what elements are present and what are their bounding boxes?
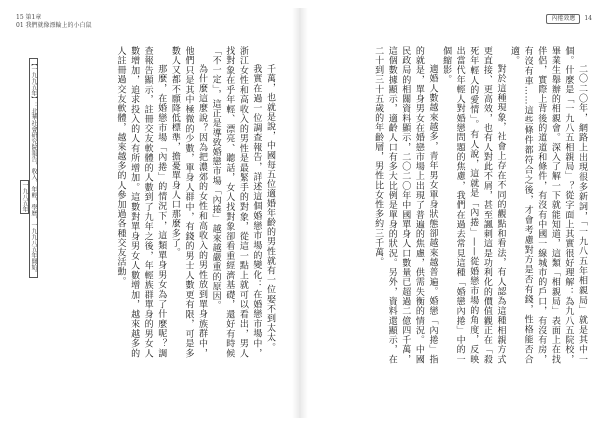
left-paragraph-1: 千萬，也就是說，中國每五位適婚年齡的男性就有一位娶不到太太。 bbox=[265, 64, 275, 352]
right-paragraph-1: 二〇二〇年，網路上出現很多新詞，「一九八五年相親局」就是其中一個。什麼是「一九八五相親局」？從字面上其實很好理解：為九八五院校，畢業生舉辦的相親會。深入了解一下就能知道，這類「相親局」表面上在找伴侶，實際上背後的道道和條件，有沒有中國一線城市的戶口，有沒有房，有沒有車……這些條件都符合之後，才會考慮對方是否有錢，性格能否合適。 bbox=[509, 46, 587, 364]
left-footnotes bbox=[20, 58, 38, 358]
page-number: 14 bbox=[584, 15, 592, 22]
right-body-text bbox=[371, 46, 589, 364]
right-paragraph-3: 適婚人數越來越多，青年男女單身狀態卻越來越普遍。婚戀「內捲」指的就是，單身男女在婚戀市場上出現了普遍的焦慮，供需失衡的情況。中國民政局的相關資料顯示，二〇二〇年中國單身人口數量已超過二億四千萬，這個數據顯示，適齡人口有多大比例是單身的狀況。另外，資料還顯示，在二十到三十五歲的年齡層，男性比女性多約三千萬。 bbox=[373, 46, 438, 364]
left-paragraph-4: 那麼，在婚戀市場「內捲」的情況下，這類單身男女為了什麼呢？調查報告顯示，註冊交友軟體的人數到了九年之後，年輕族群單身的男女人數增加，追求投入的人有所增加。這數對單身男女人數增加，越來越多的人註冊過交友軟體，越來越多的人參加過各種交友活動。 bbox=[115, 46, 167, 358]
book-gutter bbox=[292, 8, 308, 418]
left-chapter-line: 15 第1章 bbox=[16, 14, 42, 21]
left-body-text bbox=[113, 46, 276, 358]
left-paragraph-2: 我實在過一位調查報告，詳述這個婚戀市場的變化：在婚戀市場中，浙江女性和高收入的男性是最緊手的對象，從這一點上就可以看出，男人找對象在乎年輕、漂亮、聽話，女人找對象卻看重經濟基礎，還好有時候「不一定」，這正是導致婚戀市場「內捲」越來越嚴重的原因。 bbox=[210, 46, 262, 358]
footnote-2: 一九八五年 bbox=[21, 181, 28, 212]
left-section-line: 01 我們就像漂輪上的小白鼠 bbox=[16, 22, 92, 29]
left-paragraph-3: 為什麼這麼說？因為把濃郊的女性和高收入的男性放到單身族群中，他們只是其中極微的少數，單身人群中，有錢的男士人數更有限，可是多數人又都不願降低標準，擔憂單身人口那麼多了。 bbox=[169, 46, 208, 358]
section-tag: 內捲效應 bbox=[546, 14, 580, 24]
right-running-header bbox=[546, 14, 592, 24]
left-running-header bbox=[16, 14, 92, 30]
footnote-spacer bbox=[24, 58, 25, 178]
footnote-1: 【一九九五年】：北華社會研究院報告，收入、年輕，學歷，一九九八五年開始。 bbox=[30, 60, 37, 276]
right-paragraph-2: 對於這種現象，社會上存在不同的觀點和看法，有人認為這種相親方式更直接、更高效，也有人對此不屑，甚至諷刺這是功利化的價值觀正在「殺死年輕人的愛情」。有人說，這就是「內捲」——從婚戀市場的角度，反映出當代年輕人對婚戀問題的焦慮，我們在過去常見這種「婚戀內捲」中的一個縮影。 bbox=[441, 46, 506, 364]
right-page bbox=[310, 0, 600, 425]
left-page bbox=[0, 0, 290, 425]
